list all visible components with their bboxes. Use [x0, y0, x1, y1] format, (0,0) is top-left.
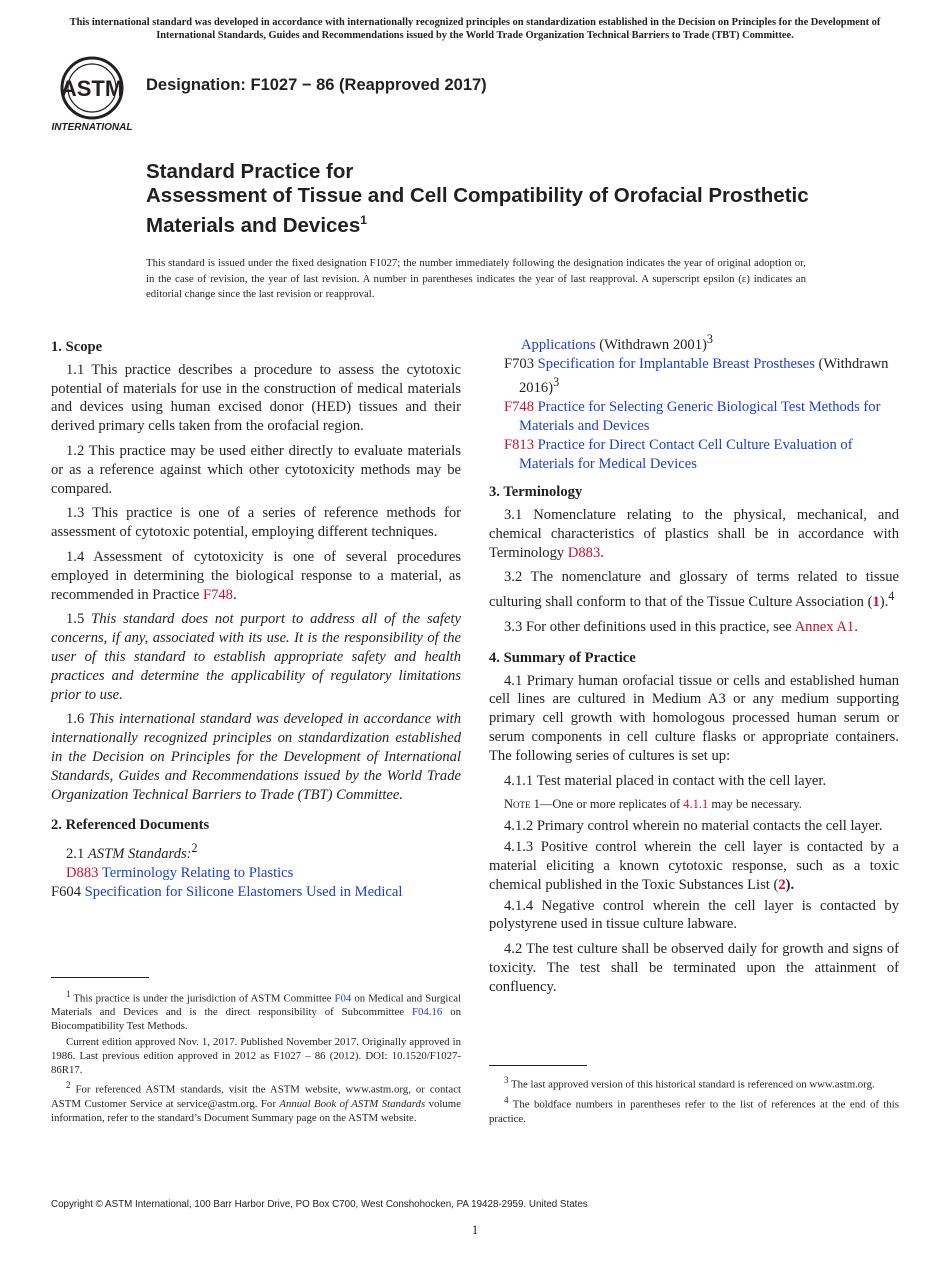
paragraph-4-1-1: 4.1.1 Test material placed in contact with the cell layer. [504, 772, 827, 789]
paragraph-3-1-text: 3.1 Nomenclature relating to the physical, mechanical, and chemical characteristics of plastics shall be in accordance with Terminology [489, 507, 899, 561]
footnote-divider-left [51, 977, 149, 978]
footnotes-left [51, 988, 461, 1127]
paragraph-4-2: 4.2 The test culture shall be observed daily for growth and signs of toxicity. The test shall be terminated upon the attainment of confluency. [489, 941, 899, 995]
tbt-banner: This international standard was developed in accordance with internationally recognized principles on standardization established in the Decision on Principles for the Development of International Standards, Guides and Recommendations issued by the World Trade Organization Technical Barriers to Trade (TBT) Committee. [69, 17, 881, 41]
paragraph-3-3-end: . [854, 618, 858, 635]
footnote-2-text-2: volume information, refer to the standard’s Document Summary page on the ASTM website. [51, 1097, 461, 1124]
title-line-1: Standard Practice for [146, 160, 354, 183]
paragraph-1-3: 1.3 This practice is one of a series of reference methods for assessment of cytotoxic potential, employing different techniques. [51, 505, 461, 541]
paragraph-1-4-end: . [232, 586, 237, 603]
paragraph-4-1-3 [489, 838, 899, 894]
link-reference-1[interactable]: 1 [872, 594, 880, 611]
ref-f604-start [51, 883, 461, 902]
ref-code: F604 [51, 883, 82, 900]
paragraph-3-2-end: ). [879, 594, 889, 611]
ref-title[interactable]: Practice for Direct Contact Cell Culture Evaluation of Materials for Medical Devices [519, 436, 853, 472]
footnote-3 [489, 1074, 899, 1092]
ref-code[interactable]: F748 [504, 399, 535, 416]
footnotes-right [489, 1074, 899, 1129]
ref-f813 [489, 436, 899, 474]
ref-sup: 3 [553, 375, 560, 390]
link-reference-2[interactable]: 2 [778, 876, 786, 893]
footnote-mark: 4 [504, 1095, 509, 1106]
ref-sup: 3 [706, 332, 713, 346]
ref-f604-title-part2[interactable]: Applications [521, 336, 596, 353]
ref-title[interactable]: Specification for Implantable Breast Prostheses [537, 355, 815, 372]
paragraph-4-1-4: 4.1.4 Negative control wherein the cell layer is contacted by polystyrene used in tissue culture labware. [489, 897, 899, 933]
ref-d883 [51, 864, 461, 883]
title-line-2 [146, 184, 866, 238]
paragraph-4-1-3-end: ). [785, 876, 795, 893]
note-text: —One or more replicates of [539, 797, 684, 812]
left-column [51, 332, 461, 901]
paragraph-1-4 [51, 548, 461, 604]
footnote-4-text: The boldface numbers in parentheses refer to the list of references at the end of this practice. [489, 1098, 899, 1125]
paragraph-4-1-3-text: 4.1.3 Positive control wherein the cell layer is contacted by a material eliciting a known cytotoxic response, such as a toxic chemical published in the Toxic Substances List ( [489, 839, 899, 893]
ref-code[interactable]: D883 [66, 864, 99, 881]
link-4-1-1[interactable]: 4.1.1 [683, 797, 709, 812]
paragraph-3-2-sup: 4 [888, 589, 895, 604]
ref-code: F703 [504, 355, 535, 372]
paragraph-3-2-text: 3.2 The nomenclature and glossary of terms related to tissue culturing shall conform to that of the Tissue Culture Association ( [489, 569, 899, 611]
ref-f604-title-part1[interactable]: Specification for Silicone Elastomers Used in Medical [84, 883, 403, 900]
paragraph-4-1: 4.1 Primary human orofacial tissue or cells and established human cell lines are cultured in Medium A3 or any medium supporting primary cell growth with homologous processed human serum or serum components in cell culture flasks or appropriate containers. The following series of cultures is set up: [489, 672, 899, 764]
paragraph-1-2: 1.2 This practice may be used either directly to evaluate materials or as a reference against which other cytotoxicity methods may be compared. [51, 442, 461, 497]
footnote-1 [51, 988, 461, 1034]
paragraph-1-5 [51, 610, 461, 704]
paragraph-3-2 [489, 568, 899, 611]
link-d883[interactable]: D883 [567, 544, 601, 561]
link-f748[interactable]: F748 [202, 586, 233, 603]
document-title [146, 160, 866, 238]
ref-tail: (Withdrawn 2016) [519, 355, 889, 397]
ref-code[interactable]: F813 [504, 436, 535, 453]
paragraph-2-1-sup: 2 [191, 841, 198, 856]
note-1 [489, 796, 899, 812]
right-column [489, 330, 899, 1002]
footnote-2-text: For referenced ASTM standards, visit the ASTM website, www.astm.org, or contact ASTM Customer Service at service@astm.org. For [51, 1083, 461, 1110]
paragraph-2-1-num: 2.1 [66, 845, 88, 862]
ref-f748 [489, 398, 899, 436]
footnote-3-text: The last approved version of this historical standard is referenced on www.astm.org. [508, 1078, 875, 1091]
title-footnote-mark: 1 [360, 213, 367, 227]
paragraph-1-6 [51, 710, 461, 804]
ref-f604-continued [489, 330, 899, 355]
note-label: Note 1 [504, 797, 540, 812]
note-end: may be necessary. [708, 797, 802, 812]
title-main: Assessment of Tissue and Cell Compatibility of Orofacial Prosthetic Materials and Devices [146, 184, 809, 237]
footnote-1-edition: Current edition approved Nov. 1, 2017. Published November 2017. Originally approved in 1986. Last previous edition approved in 2012 as F1027 – 86 (2012). DOI: 10.1520/F1027-86R17. [51, 1035, 461, 1076]
paragraph-2-1 [51, 839, 461, 864]
ref-title[interactable]: Terminology Relating to Plastics [101, 864, 294, 881]
paragraph-3-1 [489, 506, 899, 562]
section-heading-scope: 1. Scope [51, 339, 103, 355]
footnote-4 [489, 1094, 899, 1126]
ref-title[interactable]: Practice for Selecting Generic Biological Test Methods for Materials and Devices [519, 399, 881, 434]
paragraph-2-1-text: ASTM Standards: [87, 845, 192, 862]
astm-logo [50, 54, 140, 134]
footnote-2 [51, 1079, 461, 1125]
ref-f703 [489, 355, 899, 398]
paragraph-4-1-2: 4.1.2 Primary control wherein no material contacts the cell layer. [504, 818, 883, 835]
paragraph-1-6-text: This international standard was developed in accordance with internationally recognized principles on standardization established in the Decision on Principles for the Development of International Standards, Guides and Recommendations issued by the World Trade Organization Technical Barriers to Trade (TBT) Committee. [51, 711, 462, 803]
footnote-divider-right [489, 1065, 587, 1066]
paragraph-1-5-num: 1.5 [66, 611, 92, 628]
footnote-mark: 3 [504, 1075, 509, 1085]
footnote-2-italic: Annual Book of ASTM Standards [279, 1097, 426, 1110]
section-heading-terminology: 3. Terminology [489, 484, 583, 501]
link-annex-a1[interactable]: Annex A1 [794, 618, 855, 635]
footnote-1-text: This practice is under the jurisdiction of ASTM Committee [70, 992, 335, 1005]
section-heading-referenced-documents: 2. Referenced Documents [51, 817, 210, 834]
link-f04-16[interactable]: F04.16 [411, 1006, 443, 1019]
copyright-notice: Copyright © ASTM International, 100 Barr Harbor Drive, PO Box C700, West Conshohocken, PA 19428-2959. United States [51, 1199, 588, 1210]
paragraph-3-3 [489, 618, 899, 637]
preamble: This standard is issued under the fixed designation F1027; the number immediately following the designation indicates the year of original adoption or, in the case of revision, the year of last revision. A number in parentheses indicates the year of last reapproval. A superscript epsilon (ε) indicates an editorial change since the last revision or reapproval. [146, 257, 806, 300]
section-heading-summary: 4. Summary of Practice [489, 649, 636, 666]
ref-tail: (Withdrawn 2001) [595, 336, 707, 353]
footnote-mark: 1 [66, 989, 71, 999]
page-number: 1 [471, 1222, 479, 1237]
paragraph-3-1-end: . [600, 544, 604, 561]
logo-subtitle: INTERNATIONAL [51, 122, 133, 133]
designation: Designation: F1027 − 86 (Reapproved 2017) [146, 76, 487, 94]
paragraph-1-4-text: 1.4 Assessment of cytotoxicity is one of several procedures employed in determining the biological response to a material, as recommended in Practice [51, 548, 461, 603]
footnote-1-text-3: on Biocompatibility Test Methods. [51, 1006, 461, 1033]
paragraph-1-1: 1.1 This practice describes a procedure to assess the cytotoxic potential of materials for use in the construction of medical materials and devices using human excised donor (HED) tissues and their derived primary cells taken from the orofacial region. [51, 361, 461, 435]
footnote-1-text-2: on Medical and Surgical Materials and Devices and is the direct responsibility of Subcommittee [51, 992, 462, 1019]
logo-mark: ASTM [60, 76, 124, 101]
footnote-mark: 2 [66, 1080, 71, 1091]
link-f04[interactable]: F04 [334, 992, 352, 1005]
paragraph-1-5-text: This standard does not purport to address all of the safety concerns, if any, associated with its use. It is the responsibility of the user of this standard to establish appropriate safety and health practices and determine the applicability of regulatory limitations prior to use. [51, 611, 461, 703]
paragraph-3-3-text: 3.3 For other definitions used in this practice, see [504, 618, 795, 635]
paragraph-1-6-num: 1.6 [66, 711, 90, 728]
